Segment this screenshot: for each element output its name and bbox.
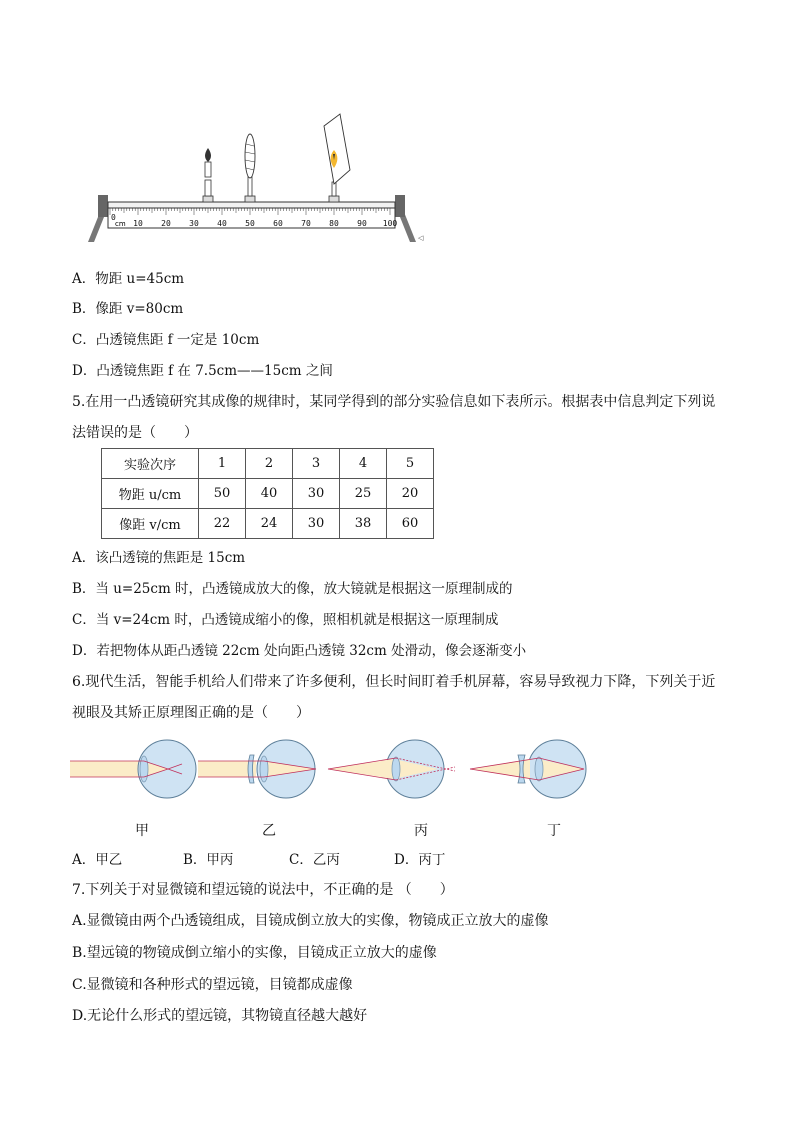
table-cell: 20 (387, 479, 434, 509)
table-cell: 24 (246, 509, 293, 539)
q5-option-c: C．当 v=24cm 时，凸透镜成缩小的像，照相机就是根据这一原理制成 (72, 612, 499, 628)
table-cell: 2 (246, 449, 293, 479)
table-cell: 30 (293, 479, 340, 509)
light-screen (324, 114, 350, 202)
caption-ding: 丁 (547, 823, 561, 839)
table-cell: 50 (199, 479, 246, 509)
q6-option-d: D．丙丁 (394, 852, 446, 868)
ruler-tick-label: 0 (111, 213, 116, 222)
q4-option-c: C．凸透镜焦距 f 一定是 10cm (72, 332, 260, 348)
eye-diagram-bing (328, 740, 455, 798)
experiment-table (101, 448, 434, 539)
eye-diagrams (70, 735, 600, 810)
q6-option-b: B．甲丙 (183, 852, 234, 868)
q6-stem-line1: 6.现代生活，智能手机给人们带来了许多便利，但长时间盯着手机屏幕，容易导致视力下降，下列关于近 (72, 674, 716, 690)
table-cell: 物距 u/cm (102, 479, 199, 509)
bench-rail (108, 202, 395, 208)
q5-stem-line2: 法错误的是（ ） (72, 425, 198, 441)
convex-lens (245, 134, 255, 202)
table-cell: 60 (387, 509, 434, 539)
ruler-tick-label: 30 (189, 219, 199, 228)
table-cell: 5 (387, 449, 434, 479)
caption-jia: 甲 (135, 823, 149, 839)
ruler-tick-label: 90 (357, 219, 367, 228)
caption-yi: 乙 (262, 823, 276, 839)
table-row (102, 449, 434, 479)
q6-option-c: C．乙丙 (289, 852, 340, 868)
q6-stem-line2: 视眼及其矫正原理图正确的是（ ） (72, 705, 310, 721)
q7-option-d: D.无论什么形式的望远镜，其物镜直径越大越好 (72, 1008, 368, 1024)
table-cell: 38 (340, 509, 387, 539)
table-cell: 25 (340, 479, 387, 509)
q5-option-d: D．若把物体从距凸透镜 22cm 处向距凸透镜 32cm 处滑动，像会逐渐变小 (72, 643, 527, 659)
eye-diagram-ding (470, 740, 586, 798)
table-cell: 4 (340, 449, 387, 479)
ruler-tick-label: 70 (301, 219, 311, 228)
caption-bing: 丙 (414, 823, 428, 839)
q7-stem: 7.下列关于对显微镜和望远镜的说法中，不正确的是 （ ） (72, 882, 454, 898)
ruler-tick-label: 60 (273, 219, 283, 228)
optical-bench-diagram (82, 110, 432, 250)
ruler-tick-label: 50 (245, 219, 255, 228)
eye-diagram-yi (198, 740, 316, 798)
q5-stem-line1: 5.在用一凸透镜研究其成像的规律时，某同学得到的部分实验信息如下表所示。根据表中信息判定下列说 (72, 394, 716, 410)
q7-option-a: A.显微镜由两个凸透镜组成，目镜成倒立放大的实像，物镜成正立放大的虚像 (72, 913, 549, 929)
bench-right-end (395, 195, 405, 217)
table-cell: 3 (293, 449, 340, 479)
ruler-unit: cm (115, 220, 126, 228)
ruler-tick-label: 20 (161, 219, 171, 228)
table-cell: 1 (199, 449, 246, 479)
table-row (102, 479, 434, 509)
table-cell: 22 (199, 509, 246, 539)
ruler-tick-label: 40 (217, 219, 227, 228)
table-row (102, 509, 434, 539)
q6-option-a: A．甲乙 (72, 852, 123, 868)
ruler-tick-label: 80 (329, 219, 339, 228)
q4-option-d: D．凸透镜焦距 f 在 7.5cm——15cm 之间 (72, 363, 333, 379)
bench-left-end (98, 195, 108, 217)
q4-option-a: A．物距 u=45cm (72, 271, 185, 287)
table-cell: 像距 v/cm (102, 509, 199, 539)
table-cell: 实验次序 (102, 449, 199, 479)
q7-option-b: B.望远镜的物镜成倒立缩小的实像，目镜成正立放大的虚像 (72, 945, 437, 961)
candle (203, 148, 213, 202)
q4-option-b: B．像距 v=80cm (72, 301, 184, 317)
q7-option-c: C.显微镜和各种形式的望远镜，目镜都成虚像 (72, 977, 353, 993)
svg-text:◁: ◁ (418, 234, 424, 242)
ruler-tick-label: 100 (382, 219, 398, 228)
q5-option-b: B．当 u=25cm 时，凸透镜成放大的像，放大镜就是根据这一原理制成的 (72, 581, 513, 597)
table-cell: 40 (246, 479, 293, 509)
eye-diagram-jia (70, 740, 196, 798)
q5-option-a: A．该凸透镜的焦距是 15cm (72, 550, 246, 566)
ruler-tick-label: 10 (133, 219, 143, 228)
table-cell: 30 (293, 509, 340, 539)
